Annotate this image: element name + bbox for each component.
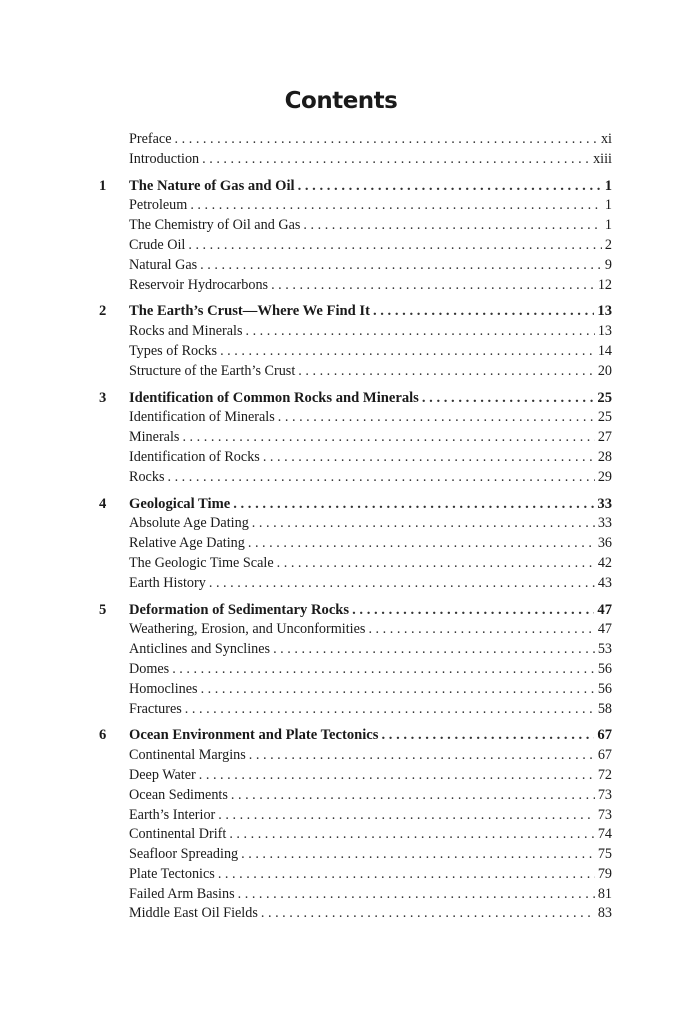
entry-title: Structure of the Earth’s Crust <box>129 362 296 379</box>
dot-leader <box>273 640 595 660</box>
page-number: xi <box>600 131 612 147</box>
toc-entry <box>129 825 612 845</box>
section-entry[interactable] <box>0 362 682 382</box>
page-number: 27 <box>597 429 612 446</box>
page-number: 67 <box>597 747 612 764</box>
toc-entry <box>129 236 612 256</box>
dot-leader <box>220 342 595 362</box>
dot-leader <box>175 130 598 150</box>
dot-leader <box>233 495 594 515</box>
toc-entry <box>129 276 612 296</box>
dot-leader <box>248 534 595 554</box>
toc-entry <box>129 495 612 515</box>
entry-title: The Geologic Time Scale <box>129 554 274 571</box>
section-entry[interactable] <box>0 468 682 488</box>
entry-title: Minerals <box>129 429 180 446</box>
entry-title: Earth History <box>129 574 206 591</box>
chapter-spacer <box>0 594 682 601</box>
dot-leader <box>190 196 602 216</box>
entry-title: Continental Drift <box>129 826 227 843</box>
toc-entry <box>129 620 612 640</box>
entry-title: Homoclines <box>129 680 198 697</box>
page-number: 73 <box>597 786 612 803</box>
dot-leader <box>241 845 595 865</box>
toc-entry <box>129 726 612 746</box>
section-entry[interactable] <box>0 342 682 362</box>
entry-title: Seafloor Spreading <box>129 846 239 863</box>
dot-leader <box>238 885 595 905</box>
entry-title: Identification of Rocks <box>129 448 260 465</box>
chapter-number: 1 <box>99 177 107 194</box>
entry-title: Absolute Age Dating <box>129 515 249 532</box>
section-entry[interactable] <box>0 534 682 554</box>
entry-title: Preface <box>129 131 172 147</box>
entry-title: Deformation of Sedimentary Rocks <box>129 601 350 618</box>
toc-entry <box>129 196 612 216</box>
page-number: 81 <box>597 885 612 902</box>
section-entry[interactable] <box>0 256 682 276</box>
dot-leader <box>249 746 595 766</box>
chapter-number: 6 <box>99 727 107 744</box>
dot-leader <box>200 256 602 276</box>
chapter-entry[interactable] <box>0 177 682 197</box>
chapter-spacer <box>0 719 682 726</box>
dot-leader <box>298 177 602 197</box>
page-number: 1 <box>604 217 612 234</box>
dot-leader <box>185 700 595 720</box>
page-number: 79 <box>597 865 612 882</box>
page-number: 33 <box>597 515 612 532</box>
toc-entry <box>129 904 612 924</box>
section-entry[interactable] <box>0 322 682 342</box>
section-entry[interactable] <box>0 680 682 700</box>
section-entry[interactable] <box>0 196 682 216</box>
toc-entry <box>129 322 612 342</box>
page-number: 56 <box>597 680 612 697</box>
section-entry[interactable] <box>0 746 682 766</box>
toc-entry <box>129 408 612 428</box>
chapter-entry[interactable] <box>0 302 682 322</box>
entry-title: Types of Rocks <box>129 342 218 359</box>
entry-title: Introduction <box>129 150 200 167</box>
toc-entry <box>129 468 612 488</box>
page-number: 73 <box>597 806 612 823</box>
toc-entry <box>129 150 612 170</box>
dot-leader <box>231 786 595 806</box>
entry-title: Geological Time <box>129 495 231 512</box>
page-number: 14 <box>597 342 612 359</box>
entry-title: Earth’s Interior <box>129 806 216 823</box>
page-number: 47 <box>597 601 612 618</box>
page-number: 53 <box>597 641 612 658</box>
dot-leader <box>298 362 595 382</box>
section-entry[interactable] <box>0 660 682 680</box>
dot-leader <box>199 766 595 786</box>
toc-entry <box>129 660 612 680</box>
toc-entry <box>129 130 612 150</box>
entry-title: Crude Oil <box>129 236 186 253</box>
chapter-number: 5 <box>99 601 107 618</box>
section-entry[interactable] <box>0 865 682 885</box>
page-number: 47 <box>597 621 612 638</box>
page-number: 1 <box>604 197 612 214</box>
toc-entry <box>129 574 612 594</box>
entry-title: Rocks <box>129 468 165 485</box>
front-matter-entry[interactable] <box>0 150 682 170</box>
section-entry[interactable] <box>0 700 682 720</box>
page-number: xiii <box>593 150 612 167</box>
toc-entry <box>129 256 612 276</box>
toc-entry <box>129 806 612 826</box>
dot-leader <box>368 620 594 640</box>
dot-leader <box>271 276 595 296</box>
entry-title: Middle East Oil Fields <box>129 905 258 922</box>
entry-title: Ocean Sediments <box>129 786 228 803</box>
dot-leader <box>167 468 594 488</box>
toc-entry <box>129 766 612 786</box>
page-number: 72 <box>597 766 612 783</box>
section-entry[interactable] <box>0 825 682 845</box>
entry-title: Anticlines and Synclines <box>129 641 271 658</box>
section-entry[interactable] <box>0 408 682 428</box>
section-entry[interactable] <box>0 845 682 865</box>
section-entry[interactable] <box>0 640 682 660</box>
dot-leader <box>303 216 602 236</box>
entry-title: Ocean Environment and Plate Tectonics <box>129 727 379 744</box>
page-number: 74 <box>597 826 612 843</box>
section-entry[interactable] <box>0 620 682 640</box>
page-number: 58 <box>597 700 612 717</box>
page-number: 1 <box>604 177 612 194</box>
toc-entry <box>129 514 612 534</box>
section-entry[interactable] <box>0 574 682 594</box>
page-number: 9 <box>604 256 612 273</box>
table-of-contents <box>0 130 682 924</box>
toc-entry <box>129 640 612 660</box>
entry-title: Continental Margins <box>129 747 246 764</box>
page-number: 33 <box>597 495 612 512</box>
page-number: 75 <box>597 846 612 863</box>
chapter-entry[interactable] <box>0 389 682 409</box>
entry-title: Domes <box>129 660 170 677</box>
toc-entry <box>129 362 612 382</box>
entry-title: Fractures <box>129 700 182 717</box>
page-number: 25 <box>597 389 612 406</box>
page-number: 28 <box>597 448 612 465</box>
section-entry[interactable] <box>0 904 682 924</box>
page-number: 56 <box>597 660 612 677</box>
entry-title: Weathering, Erosion, and Unconformities <box>129 621 366 638</box>
entry-title: Failed Arm Basins <box>129 885 235 902</box>
section-entry[interactable] <box>0 806 682 826</box>
section-entry[interactable] <box>0 276 682 296</box>
entry-title: Identification of Common Rocks and Minerals <box>129 389 419 406</box>
page-number: 2 <box>604 236 612 253</box>
entry-title: Petroleum <box>129 197 188 214</box>
page-number: 67 <box>597 727 612 744</box>
chapter-entry[interactable] <box>0 495 682 515</box>
dot-leader <box>218 806 595 826</box>
page-number: 36 <box>597 535 612 552</box>
toc-entry <box>129 700 612 720</box>
toc-entry <box>129 865 612 885</box>
toc-entry <box>129 302 612 322</box>
entry-title: Relative Age Dating <box>129 535 245 552</box>
dot-leader <box>182 428 594 448</box>
entry-title: Reservoir Hydrocarbons <box>129 276 269 293</box>
front-matter-entry[interactable] <box>0 130 682 150</box>
entry-title: Deep Water <box>129 766 196 783</box>
section-entry[interactable] <box>0 786 682 806</box>
section-entry[interactable] <box>0 766 682 786</box>
page-title: Contents <box>284 88 398 114</box>
toc-entry <box>129 554 612 574</box>
dot-leader <box>188 236 602 256</box>
section-entry[interactable] <box>0 236 682 256</box>
toc-entry <box>129 845 612 865</box>
chapter-spacer <box>0 488 682 495</box>
entry-title: The Earth’s Crust—Where We Find It <box>129 303 370 320</box>
page-number: 12 <box>597 276 612 293</box>
chapter-number: 3 <box>99 389 107 406</box>
dot-leader <box>422 389 595 409</box>
dot-leader <box>373 302 594 322</box>
chapter-number: 2 <box>99 303 107 320</box>
section-entry[interactable] <box>0 885 682 905</box>
dot-leader <box>263 448 595 468</box>
page-number: 13 <box>597 303 612 320</box>
dot-leader <box>252 514 595 534</box>
dot-leader <box>209 574 595 594</box>
entry-title: Natural Gas <box>129 256 198 273</box>
chapter-spacer <box>0 382 682 389</box>
entry-title: The Nature of Gas and Oil <box>129 177 295 194</box>
entry-title: Plate Tectonics <box>129 865 215 882</box>
toc-entry <box>129 216 612 236</box>
dot-leader <box>245 322 594 342</box>
section-entry[interactable] <box>0 428 682 448</box>
chapter-entry[interactable] <box>0 726 682 746</box>
chapter-spacer <box>0 295 682 302</box>
page-number: 42 <box>597 554 612 571</box>
toc-entry <box>129 389 612 409</box>
section-entry[interactable] <box>0 448 682 468</box>
dot-leader <box>201 680 595 700</box>
dot-leader <box>172 660 595 680</box>
entry-title: Identification of Minerals <box>129 409 275 426</box>
toc-entry <box>129 428 612 448</box>
toc-entry <box>129 746 612 766</box>
toc-entry <box>129 177 612 197</box>
dot-leader <box>202 150 590 170</box>
dot-leader <box>218 865 595 885</box>
toc-entry <box>129 601 612 621</box>
page-number: 13 <box>597 323 612 340</box>
page-number: 25 <box>597 409 612 426</box>
entry-title: Rocks and Minerals <box>129 323 243 340</box>
toc-entry <box>129 885 612 905</box>
section-entry[interactable] <box>0 514 682 534</box>
dot-leader <box>352 601 594 621</box>
dot-leader <box>261 904 595 924</box>
toc-entry <box>129 448 612 468</box>
chapter-number: 4 <box>99 495 107 512</box>
chapter-entry[interactable] <box>0 601 682 621</box>
toc-entry <box>129 534 612 554</box>
page-number: 29 <box>597 468 612 485</box>
page-number: 43 <box>597 574 612 591</box>
dot-leader <box>278 408 595 428</box>
section-entry[interactable] <box>0 216 682 236</box>
dot-leader <box>229 825 594 845</box>
section-entry[interactable] <box>0 554 682 574</box>
page-number: 83 <box>597 905 612 922</box>
page-number: 20 <box>597 362 612 379</box>
dot-leader <box>277 554 595 574</box>
toc-entry <box>129 342 612 362</box>
entry-title: The Chemistry of Oil and Gas <box>129 217 301 234</box>
dot-leader <box>381 726 594 746</box>
chapter-spacer <box>0 170 682 177</box>
toc-entry <box>129 680 612 700</box>
toc-entry <box>129 786 612 806</box>
